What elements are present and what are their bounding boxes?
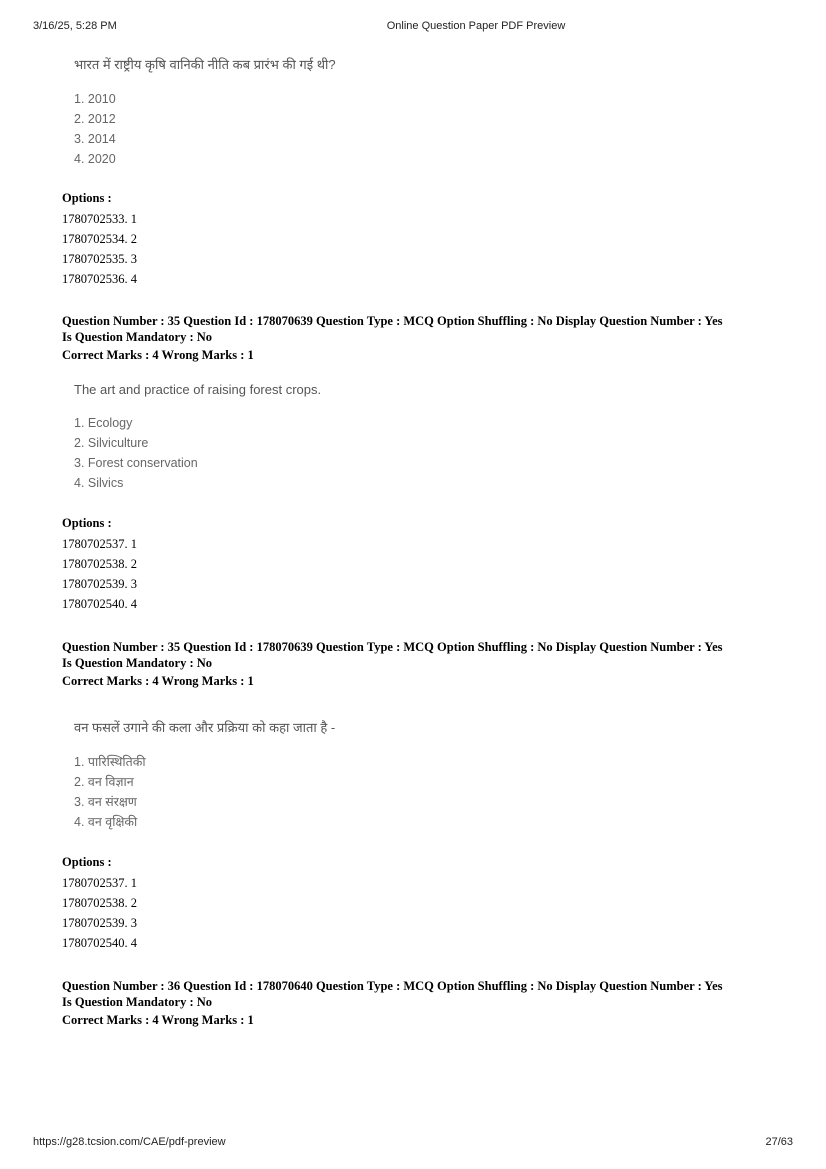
question-marks: Correct Marks : 4 Wrong Marks : 1 [62,674,254,688]
choice-item: 2. 2012 [74,112,116,126]
page-url: https://g28.tcsion.com/CAE/pdf-preview [33,1136,226,1148]
question-text: भारत में राष्ट्रीय कृषि वानिकी नीति कब प्रारंभ की गई थी? [74,57,336,72]
question-image-3 [74,718,335,832]
option-id: 1780702534. 2 [62,232,137,246]
options-list-1 [62,191,137,289]
choice-item: 4. वन वृक्षिकी [74,815,138,829]
option-id: 1780702538. 2 [62,896,137,910]
choice-item: 1. 2010 [74,92,116,106]
question-image-2 [74,382,321,493]
question-mandatory: Is Question Mandatory : No [62,656,213,670]
question-mandatory: Is Question Mandatory : No [62,995,213,1009]
choice-item: 3. 2014 [74,132,116,146]
page-number: 27/63 [765,1136,793,1148]
question-text: वन फसलें उगाने की कला और प्रक्रिया को कहा जाता है - [74,720,336,735]
options-label: Options : [62,855,112,869]
question-marks: Correct Marks : 4 Wrong Marks : 1 [62,1013,254,1027]
choice-item: 4. Silvics [74,476,124,490]
choice-item: 3. Forest conservation [74,456,198,470]
question-marks: Correct Marks : 4 Wrong Marks : 1 [62,348,254,362]
option-id: 1780702540. 4 [62,936,137,950]
choice-item: 1. पारिस्थितिकी [74,755,146,769]
choice-item: 2. वन विज्ञान [74,775,134,789]
option-id: 1780702538. 2 [62,557,137,571]
option-id: 1780702535. 3 [62,252,137,266]
choice-item: 1. Ecology [74,416,133,430]
print-datetime: 3/16/25, 5:28 PM [33,20,117,32]
option-id: 1780702533. 1 [62,212,137,226]
question-meta-2 [62,639,782,689]
question-info: Question Number : 36 Question Id : 178070640 Question Type : MCQ Option Shuffling : No Display Question Number : Yes [62,979,723,993]
choice-item: 2. Silviculture [74,436,149,450]
question-image-1 [74,55,336,169]
options-label: Options : [62,191,112,205]
question-meta-3 [62,978,782,1028]
question-info: Question Number : 35 Question Id : 178070639 Question Type : MCQ Option Shuffling : No Display Question Number : Yes [62,640,723,654]
choice-item: 3. वन संरक्षण [74,795,137,809]
options-label: Options : [62,516,112,530]
question-mandatory: Is Question Mandatory : No [62,330,213,344]
option-id: 1780702537. 1 [62,537,137,551]
options-list-3 [62,855,137,953]
choice-item: 4. 2020 [74,152,116,166]
option-id: 1780702539. 3 [62,577,137,591]
options-list-2 [62,516,137,614]
question-meta-1 [62,313,782,363]
question-text: The art and practice of raising forest crops. [74,382,322,397]
option-id: 1780702536. 4 [62,272,137,286]
option-id: 1780702539. 3 [62,916,137,930]
option-id: 1780702540. 4 [62,597,137,611]
question-info: Question Number : 35 Question Id : 178070639 Question Type : MCQ Option Shuffling : No Display Question Number : Yes [62,314,723,328]
page-title: Online Question Paper PDF Preview [386,20,566,32]
option-id: 1780702537. 1 [62,876,137,890]
